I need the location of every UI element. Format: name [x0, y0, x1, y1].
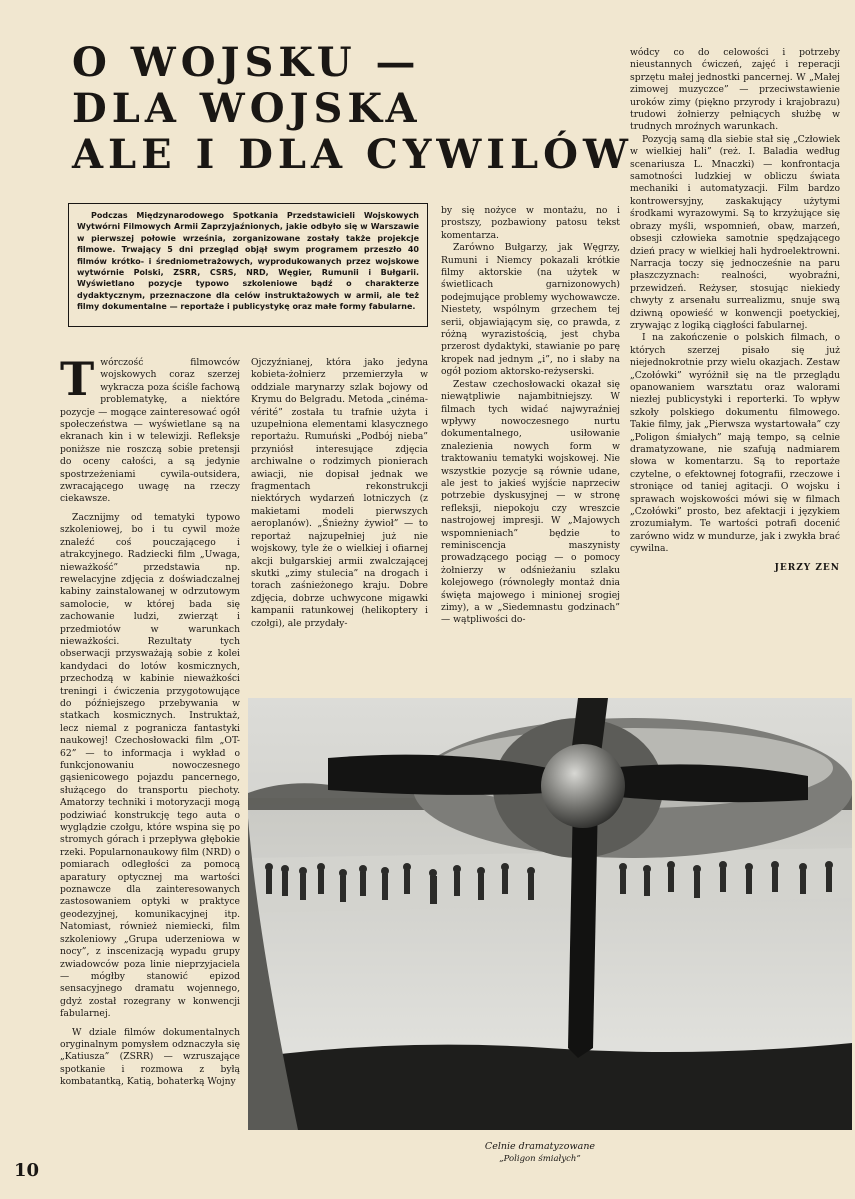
author-signature: JERZY ZEN	[774, 562, 840, 573]
column-4-paragraph-1: wódcy co do celowości i potrzeby nieustannych ćwiczeń, zajęć i reperacji sprzętu małej jednostki pancernej. W „Małej zimowej muzyczce” — przeciwstawienie uroków zimy (piękno przyrody i krajobrazu) trudowi żołnierzy pełniących służbę w trudnych mroźnych warunkach.	[630, 47, 840, 133]
lead-text: Podczas Międzynarodowego Spotkania Przedstawicieli Wojskowych Wytwórni Filmowych Armii Zaprzyjaźnionych, jakie odbyło się w Warszawie w pierwszej połowie września, zorganizowane zostały także projekcje filmowe. Trwający 5 dni przegląd objął swym programem przeszło 40 filmów krótko- i średniometrażowych, wyprodukowanych przez wojskowe wytwórnie Polski, ZSRR, CSRS, NRD, Węgier, Rumunii i Bułgarii. Wyświetlano pozycje typowo szkoleniowe bądź o charakterze dydaktycznym, przeznaczone dla celów instruktażowych w armii, ale też filmy dokumentalne — reportaże i publicystykę oraz małe formy fabularne.	[77, 211, 419, 312]
article-column-1	[60, 357, 240, 1152]
column-2-paragraph-1: Ojczyźnianej, która jako jedyna kobieta-żołnierz przemierzyła w oddziale marynarzy szlak bojowy od Krymu do Belgradu. Metoda „cinéma-vérité” została tu trafnie użyta i uzupełniona elementami klasycznego reportażu. Rumuński „Podbój nieba” przyniósł interesujące zdjęcia archiwalne o rodzimych pionierach awiacji, nie dopisał jednak we fragmentach rekonstrukcji niektórych wydarzeń lotniczych (z makietami modeli pierwszych aeroplanów). „Śnieżny żywioł” — to reportaż najzupełniej już nie wojskowy, tyle że o wielkiej i ofiarnej akcji bułgarskiej armii zwalczającej skutki „zimy stulecia” na drogach i torach zaśnieżonego kraju. Dobre zdjęcia, dobrze uchwycone migawki kampanii ratunkowej (helikoptery i czołgi), ale przydały-	[251, 357, 428, 629]
headline-line-2: DLA WOJSKA	[72, 85, 422, 132]
article-column-3	[441, 205, 620, 677]
caption-line-1: Celnie dramatyzowane	[484, 1141, 596, 1152]
column-3-paragraph-1: by się nożyce w montażu, no i prostszy, pozbawiony patosu tekst komentarza.	[441, 205, 620, 241]
column-1-paragraph-1-text: wórczość filmowców wojskowych coraz szerzej wykracza poza ściśle fachową problematykę, a niektóre pozycje — mogące zainteresować ogół społeczeństwa — wyświetlane są na ekranach kin i w telewizji. Refleksje poniższe nie roszczą sobie pretensji do oceny całości, a są jedynie spostrzeżeniami cywila-outsidera, zwracającego uwagę na rzeczy ciekawsze.	[60, 357, 240, 505]
page-number: 10	[14, 1160, 40, 1181]
column-1-paragraph-3: W dziale filmów dokumentalnych oryginalnym pomysłem odznaczyła się „Katiusza” (ZSRR) — wzruszające spotkanie i rozmowa z byłą kombatantką, Katią, bohaterką Wojny	[60, 1026, 240, 1088]
photo-caption	[380, 1141, 700, 1165]
photo-illustration	[248, 698, 852, 1130]
article-column-4	[630, 47, 840, 687]
headline-line-1: O WOJSKU —	[72, 39, 421, 86]
article-headline	[72, 40, 632, 178]
column-4-paragraph-3: I na zakończenie o polskich filmach, o których szerzej pisało się już niejednokrotnie przy wielu okazjach. Zestaw „Czołówki” wyróżnił się na tle przeglądu opanowaniem warsztatu oraz walorami niezłej publicystyki i reporterki. To wpływ szkoły polskiego dokumentu filmowego. Takie filmy, jak „Pierwsza wystartowała” czy „Poligon śmiałych” mają tempo, są celnie dramatyzowane, nie szafują nadmiarem słowa w komentarzu. Są to reportaże czytelne, o efektownej fotografii, rzeczowe i stroniące od taniej agitacji. O wojsku i sprawach wojskowości mówi się w filmach „Czołówki” prosto, bez afektacji i językiem zrozumiałym. Te wartości potrafi docenić zarówno widz w mundurze, jak i zwykła brać cywilna.	[630, 332, 840, 555]
column-3-paragraph-2: Zarówno Bułgarzy, jak Węgrzy, Rumuni i Niemcy pokazali krótkie filmy aktorskie (na użytek w świetlicach garnizonowych) podejmujące problemy wychowawcze. Niestety, wspólnym grzechem tej serii, objawiającym się, co prawda, z różną wyrazistością, jest chyba przerost dydaktyki, stawianie po parę kropek nad jednym „i”, no i słaby na ogół poziom aktorsko-reżyserski.	[441, 242, 620, 378]
column-1-paragraph-1	[60, 357, 240, 506]
drop-cap: T	[60, 357, 95, 406]
caption-line-2: „Poligon śmiałych”	[499, 1154, 581, 1164]
headline-line-3: ALE I DLA CYWILÓW	[72, 131, 633, 178]
lead-paragraph-box	[68, 203, 428, 327]
article-column-2	[251, 357, 428, 677]
airplane-propeller-paratroopers-photo	[248, 698, 852, 1130]
column-4-paragraph-2: Pozycją samą dla siebie stał się „Człowiek w wielkiej hali” (reż. I. Baladia według scenariusza L. Mnaczki) — konfrontacja samotności ludzkiej w obliczu świata mechaniki i automatyzacji. Film bardzo kontrowersyjny, zaskakujący użytymi środkami wyrazowymi. Są to krzyżujące się obrazy myśli, wspomnień, obaw, marzeń, obsesji człowieka samotnie spędzającego dzień pracy w wielkiej hali hydroelektrowni. Narracja toczy się jednocześnie na paru płaszczyznach: realności, wyobraźni, przewidzeń. Reżyser, stosując niekiedy chwyty z arsenału surrealizmu, snuje swą dziwną opowieść w konwencji poetyckiej, zrywając z logiką ciągłości fabularnej.	[630, 133, 840, 331]
column-3-paragraph-3: Zestaw czechosłowacki okazał się niewątpliwie najambitniejszy. W filmach tych widać najwyraźniej wpływy nowoczesnego nurtu dokumentalnego, usiłowanie znalezienia nowych form w traktowaniu tematyki wojskowej. Nie wszystkie pozycje są równie udane, ale jest to jakieś wyjście naprzeciw potrzebie dyskusyjnej — w stronę refleksji, niepokoju czy wreszcie nastrojowej impresji. W „Majowych wspomnieniach” będzie to reminiscencja maszynisty prowadzącego pociąg — o pomocy żołnierzy w odśnieżaniu szlaku kolejowego (równoległy montaż dnia święta majowego i minionej srogiej zimy), a w „Siedemnastu godzinach” — wątpliwości do-	[441, 378, 620, 626]
column-1-paragraph-2: Zacznijmy od tematyki typowo szkoleniowej, bo i tu cywil może znaleźć coś pouczającego i atrakcyjnego. Radziecki film „Uwaga, nieważkość” przedstawia np. rewelacyjne zdjęcia z doświadczalnej kabiny zainstalowanej w odrzutowym samolocie, w której bada się zachowanie ludzi, zwierząt i przedmiotów w warunkach nieważkości. Rezultaty tych obserwacji przysważają sobie z kolei kandydaci do lotów kosmicznych, przechodzą w kabinie nieważkości treningi i ćwiczenia przygotowujące do późniejszego przebywania w statkach kosmicznych. Instruktaż, lecz niemal z pogranicza fantastyki naukowej! Czechosłowacki film „OT-62” — to informacja i wykład o funkcjonowaniu nowoczesnego gąsienicowego pojazdu pancernego, służącego do transportu piechoty. Amatorzy techniki i motoryzacji mogą podziwiać konstrukcję tego auta o wyglądzie czołgu, które wspina się po stromych górach i przepływa głębokie rzeki. Popularnonaukowy film (NRD) o pomiarach odległości za pomocą aparatury optycznej ma wartości poznawcze dla zainteresowanych zastosowaniem optyki w praktyce geodezyjnej, komunikacyjnej itp. Natomiast, również niemiecki, film szkoleniowy „Grupa uderzeniowa w nocy”, z inscenizacją wypadu grupy zwiadowców poza linie nieprzyjaciela — mógłby stanowić epizod sensacyjnego dramatu wojennego, gdyż został rozegrany w konwencji fabularnej.	[60, 511, 240, 1020]
